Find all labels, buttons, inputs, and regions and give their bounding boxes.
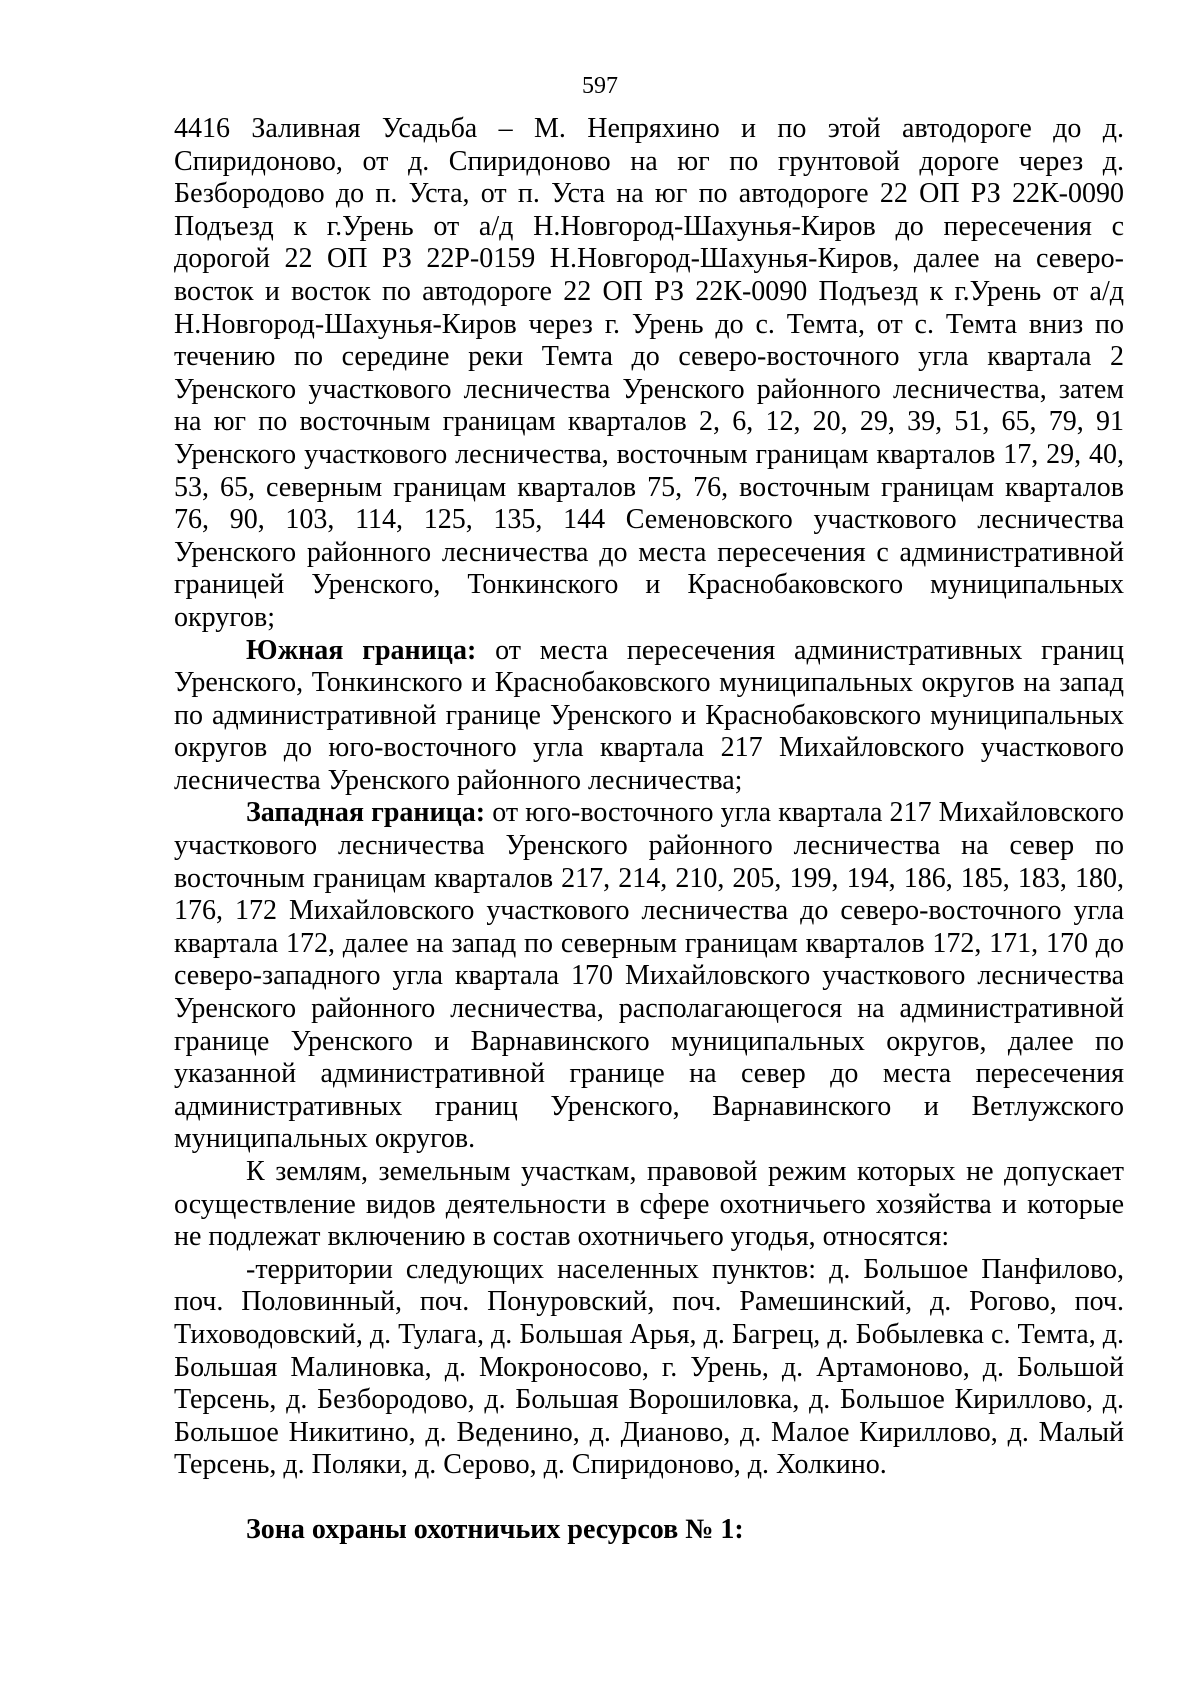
paragraph-western-boundary [174,797,1124,1156]
paragraph-eastern-boundary-continued [174,113,1124,635]
paragraph-text: от юго-восточного угла квартала 217 Михайловского участкового лесничества Уренского районного лесничества на север по восточным границам кварталов 217, 214, 210, 205, 199, 194, 186, 185, 183, 180, 176, 172 Михайловского участкового лесничества до северо-восточного угла квартала 172, далее на запад по северным границам кварталов 172, 171, 170 до северо-западного угла квартала 170 Михайловского участкового лесничества Уренского районного лесничества, располагающегося на административной границе Уренского и Варнавинского муниципальных округов, далее по указанной административной границе на север до места пересечения административных границ Уренского, Варнавинского и Ветлужского муниципальных округов. [174,797,1124,1155]
southern-boundary-label: Южная граница: [246,634,477,666]
page-number: 597 [582,73,618,99]
paragraph-text: -территории следующих населенных пунктов: д. Большое Панфилово, поч. Половинный, поч. Понуровский, поч. Рамешинский, д. Рогово, поч. Тиховодовский, д. Тулага, д. Большая Арья, д. Багрец, д. Бобылевка с. Темта, д. Большая Малиновка, д. Мокроносово, г. Урень, д. Артамоново, д. Большой Терсень, д. Безбородово, д. Большая Ворошиловка, д. Большое Кириллово, д. Большое Никитино, д. Веденино, д. Дианово, д. Малое Кириллово, д. Малый Терсень, д. Поляки, д. Серово, д. Спиридоново, д. Холкино. [174,1253,1124,1481]
paragraph-text: К землям, земельным участкам, правовой режим которых не допускает осуществление видов деятельности в сфере охотничьего хозяйства и которые не подлежат включению в состав охотничьего угодья, относятся: [174,1156,1124,1253]
western-boundary-label: Западная граница: [246,797,486,829]
paragraph-text: от места пересечения административных границ Уренского, Тонкинского и Краснобаковского муниципальных округов на запад по административной границе Уренского и Краснобаковского муниципальных округов до юго-восточного угла квартала 217 Михайловского участкового лесничества Уренского районного лесничества; [174,634,1125,796]
section-heading: Зона охраны охотничьих ресурсов № 1: [246,1513,744,1545]
paragraph-southern-boundary [174,635,1124,798]
paragraph-settlements-list [174,1254,1124,1482]
paragraph-text: 4416 Заливная Усадьба – М. Непряхино и по этой автодороге до д. Спиридоново, от д. Спиридоново на юг по грунтовой дороге через д. Безбородово до п. Уста, от п. Уста на юг по автодороге 22 ОП РЗ 22К-0090 Подъезд к г.Урень от а/д Н.Новгород-Шахунья-Киров до пересечения с дорогой 22 ОП РЗ 22Р-0159 Н.Новгород-Шахунья-Киров, далее на северо-восток и восток по автодороге 22 ОП РЗ 22К-0090 Подъезд к г.Урень от а/д Н.Новгород-Шахунья-Киров через г. Урень до с. Темта, от с. Темта вниз по течению по середине реки Темта до северо-восточного угла квартала 2 Уренского участкового лесничества Уренского районного лесничества, затем на юг по восточным границам кварталов 2, 6, 12, 20, 29, 39, 51, 65, 79, 91 Уренского участкового лесничества, восточным границам кварталов 17, 29, 40, 53, 65, северным границам кварталов 75, 76, восточным границам кварталов 76, 90, 103, 114, 125, 135, 144 Семеновского участкового лесничества Уренского районного лесничества до места пересечения с административной границей Уренского, Тонкинского и Краснобаковского муниципальных округов; [174,113,1124,633]
paragraph-excluded-lands [174,1156,1124,1254]
document-body [174,113,1124,1547]
